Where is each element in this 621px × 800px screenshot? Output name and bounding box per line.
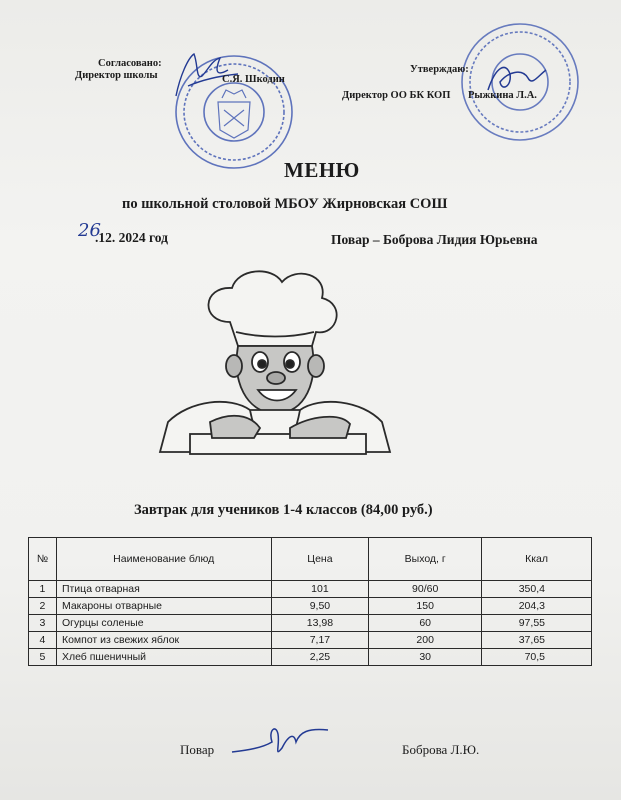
cell-dish: Птица отварная [56, 581, 271, 598]
col-header-price: Цена [271, 538, 369, 581]
cell-number: 1 [29, 581, 57, 598]
table-row [29, 632, 592, 649]
cell-yield: 60 [369, 615, 482, 632]
cell-number: 3 [29, 615, 57, 632]
cell-yield: 30 [369, 649, 482, 666]
cell-kcal: 350,4 [482, 581, 592, 598]
table-row [29, 649, 592, 666]
cell-price: 101 [271, 581, 369, 598]
footer-name: Боброва Л.Ю. [402, 742, 480, 757]
cell-kcal: 37,65 [482, 632, 592, 649]
footer-role: Повар [180, 742, 215, 757]
cell-kcal: 204,3 [482, 598, 592, 615]
cell-price: 2,25 [271, 649, 369, 666]
table-header-row [29, 538, 592, 581]
cell-number: 2 [29, 598, 57, 615]
page-title: МЕНЮ [284, 158, 360, 182]
approve-label: Утверждаю: [410, 64, 469, 75]
chef-illustration [150, 262, 400, 462]
cell-yield: 200 [369, 632, 482, 649]
table-row [29, 598, 592, 615]
table-row [29, 581, 592, 598]
cell-dish: Огурцы соленые [56, 615, 271, 632]
cell-kcal: 70,5 [482, 649, 592, 666]
date-printed: .12. 2024 год [95, 230, 168, 245]
cell-price: 9,50 [271, 598, 369, 615]
approve-name: Рыжкина Л.А. [468, 90, 537, 101]
cook-signature [228, 718, 333, 766]
cell-number: 5 [29, 649, 57, 666]
cell-price: 7,17 [271, 632, 369, 649]
cook-line: Повар – Боброва Лидия Юрьевна [331, 232, 538, 247]
page-subtitle: по школьной столовой МБОУ Жирновская СОШ [122, 196, 448, 212]
agreed-label: Согласовано: [98, 58, 162, 69]
cell-yield: 150 [369, 598, 482, 615]
meal-heading: Завтрак для учеников 1-4 классов (84,00 руб.) [134, 502, 433, 518]
date-day-handwritten: 26 [78, 220, 101, 241]
cell-dish: Макароны отварные [56, 598, 271, 615]
approve-role: Директор ОО БК КОП [342, 90, 451, 101]
cell-dish: Компот из свежих яблок [56, 632, 271, 649]
agreed-name: С.Я. Шкодин [222, 74, 285, 85]
cell-yield: 90/60 [369, 581, 482, 598]
col-header-dish: Наименование блюд [56, 538, 271, 581]
cell-dish: Хлеб пшеничный [56, 649, 271, 666]
agreed-role: Директор школы [75, 70, 158, 81]
cell-kcal: 97,55 [482, 615, 592, 632]
menu-table [28, 537, 592, 666]
col-header-kcal: Ккал [482, 538, 592, 581]
cell-number: 4 [29, 632, 57, 649]
cell-price: 13,98 [271, 615, 369, 632]
col-header-number: № [29, 538, 57, 581]
table-row [29, 615, 592, 632]
col-header-yield: Выход, г [369, 538, 482, 581]
